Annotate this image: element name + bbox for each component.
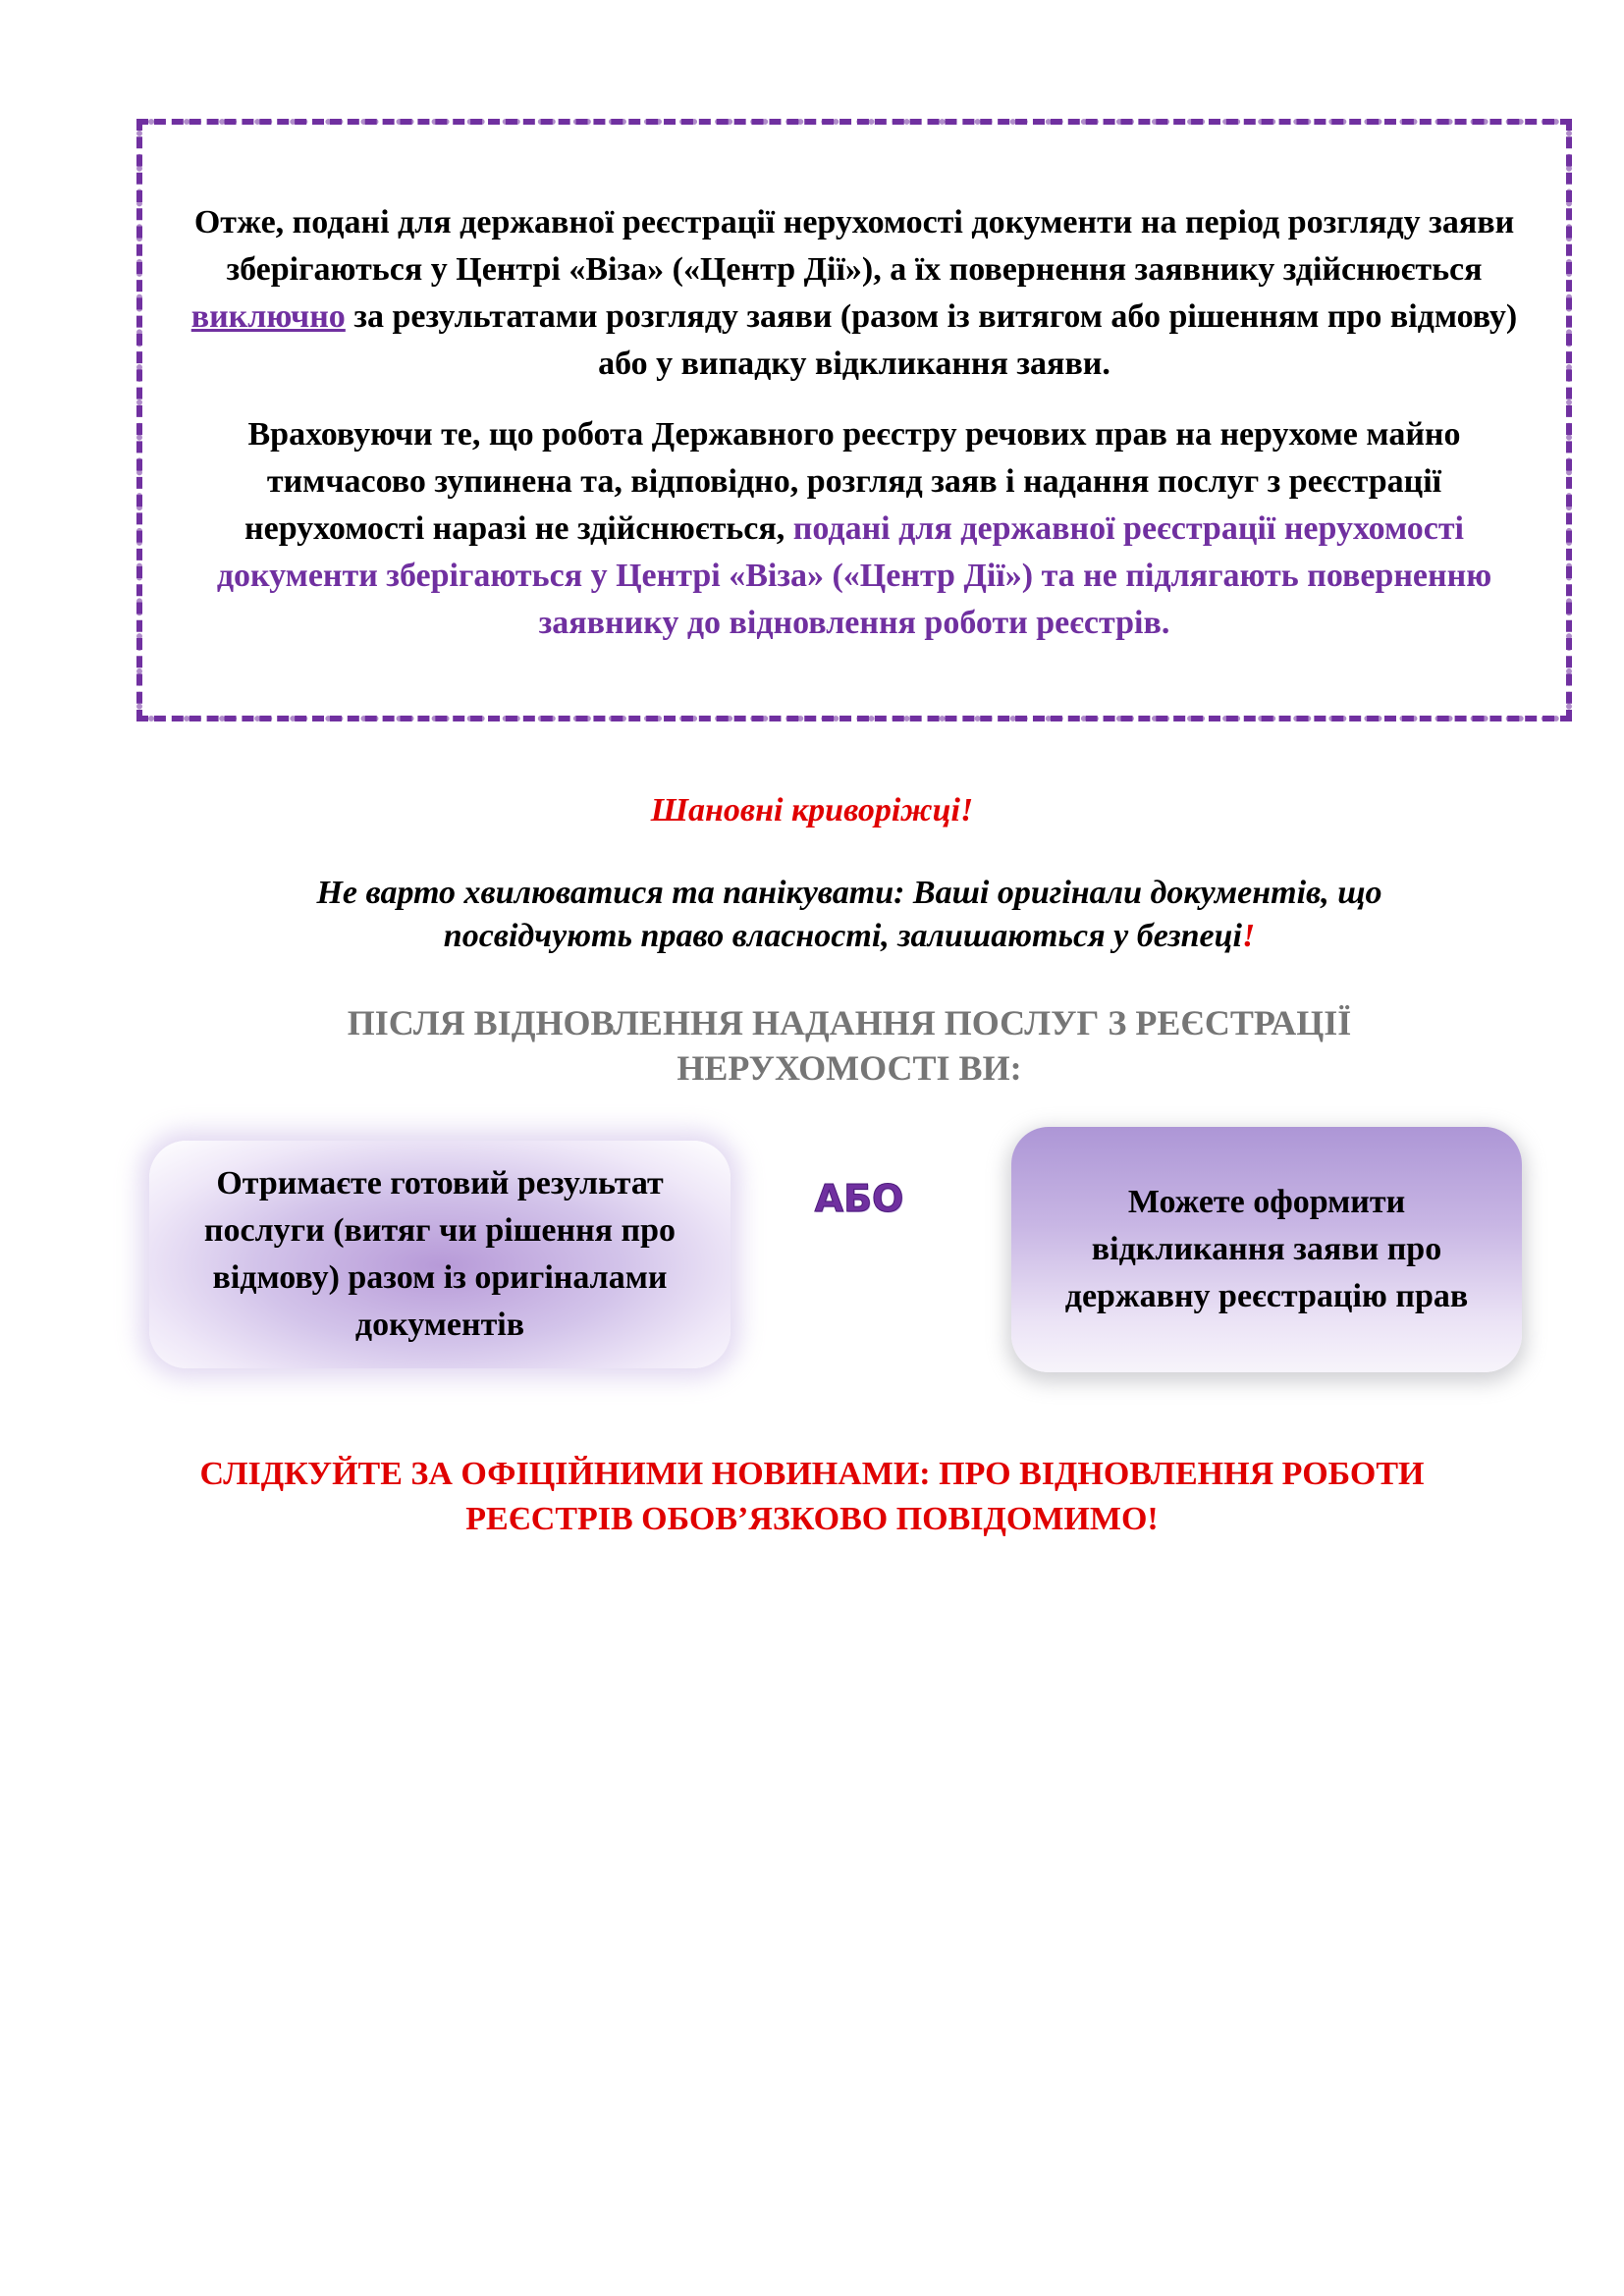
reassurance-text: [226, 872, 1473, 958]
option-card-receive-result: [149, 1141, 731, 1368]
notice-paragraph-documents-storage: [182, 199, 1527, 388]
reassurance-exclamation: !: [1241, 918, 1256, 954]
after-restoration-heading: ПІСЛЯ ВІДНОВЛЕННЯ НАДАННЯ ПОСЛУГ З РЕЄСТРАЦІЇ НЕРУХОМОСТІ ВИ:: [347, 1003, 1352, 1088]
option-card-withdraw-application-text: Можете оформити відкликання заяви про державну реєстрацію прав: [1064, 1184, 1469, 1314]
or-label: АБО: [814, 1177, 904, 1220]
para1-text-after: за результатами розгляду заяви (разом із витягом або рішенням про відмову) або у випадку відкликання заяви.: [345, 298, 1518, 382]
para1-text-before: Отже, подані для державної реєстрації нерухомості документи на період розгляду заяви зберігаються у Центрі «Віза» («Центр Дії»), а їх повернення заявнику здійснюється: [193, 204, 1515, 288]
para2-highlight: подані для державної реєстрації нерухомості документи зберігаються у Центрі «Віза» («Центр Дії») та не підлягають поверненню заявнику до відновлення роботи реєстрів.: [216, 510, 1492, 641]
para2-text-before: Враховуючи те, що робота Державного реєстру речових прав на нерухоме майно тимчасово зупинена та, відповідно, розгляд заяв і надання послуг з реєстрації нерухомості наразі не здійснюється,: [244, 416, 1461, 547]
reassurance-body: Не варто хвилюватися та панікувати: Ваші оригінали документів, що посвідчують право власності, залишаються у безпеці: [316, 875, 1382, 954]
option-card-withdraw-application: [1011, 1127, 1522, 1372]
notice-paragraph-registry-suspended: [182, 411, 1527, 647]
notice-box: [136, 119, 1572, 721]
option-card-receive-result-text: Отримаєте готовий результат послуги (витяг чи рішення про відмову) разом із оригіналами документів: [203, 1165, 677, 1343]
greeting-heading: Шановні криворіжці!: [650, 792, 974, 828]
para1-emphasis-exclusively: виключно: [190, 298, 346, 335]
follow-news-notice: СЛІДКУЙТЕ ЗА ОФІЦІЙНИМИ НОВИНАМИ: ПРО ВІДНОВЛЕННЯ РОБОТИ РЕЄСТРІВ ОБОВ’ЯЗКОВО ПОВІДОМИМО!: [199, 1456, 1425, 1537]
